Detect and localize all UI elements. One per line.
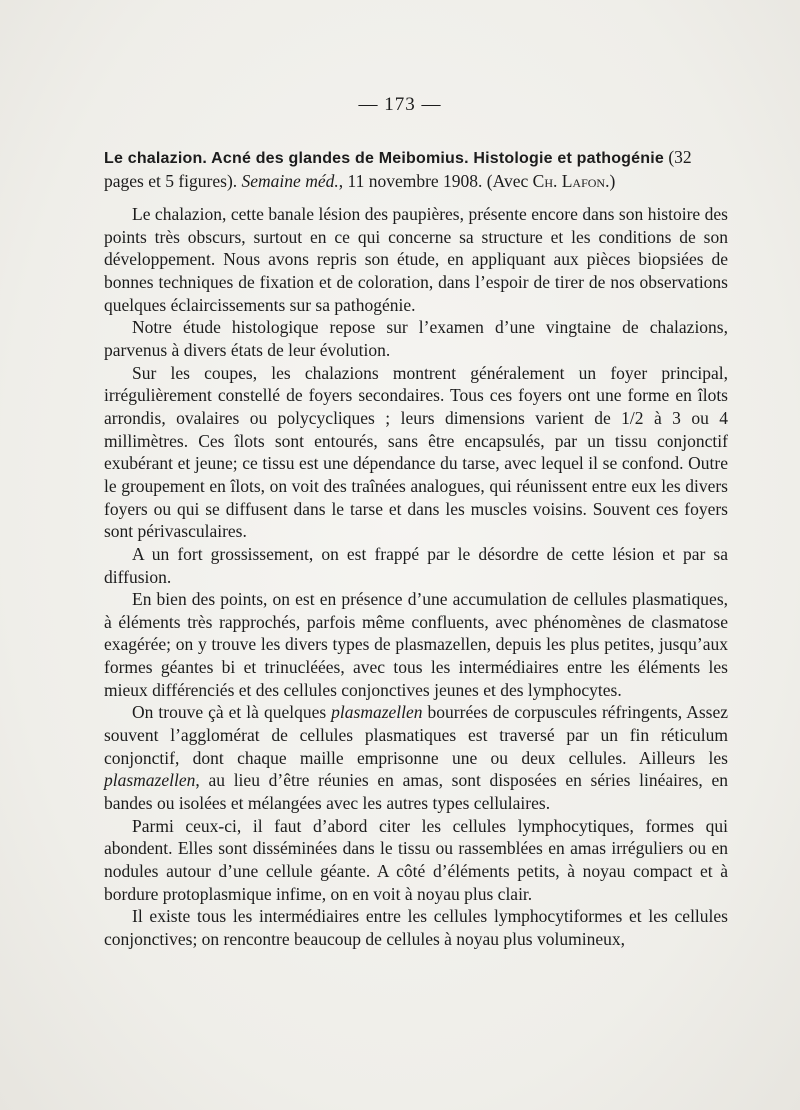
paragraph-text: , au lieu d’être réunies en amas, sont disposées en séries linéaires, en bandes ou isolées et mélangées avec les autres types cellulaires. bbox=[104, 770, 728, 814]
paragraph: Le chalazion, cette banale lésion des paupières, présente encore dans son histoire des points très obscurs, surtout en ce qui concerne sa structure et les conditions de son développement. Nous avons repris son étude, en appliquant aux pièces biopsiées de bonnes techniques de fixation et de coloration, dans l’espoir de tirer de nos observations quelques éclaircissements sur sa pathogénie. bbox=[104, 204, 728, 315]
heading-closing: .) bbox=[605, 171, 616, 191]
paragraph-text: bourrées de corpuscules réfringents, Assez souvent l’agglomérat de cellules plasmatiques est traversé par un fin réticulum conjonctif, dont chaque maille emprisonne une ou deux cellules. Ailleurs les bbox=[104, 702, 728, 768]
article-body bbox=[104, 203, 728, 951]
paragraph: A un fort grossissement, on est frappé par le désordre de cette lésion et par sa diffusion. bbox=[104, 543, 728, 587]
paragraph: Sur les coupes, les chalazions montrent généralement un foyer principal, irrégulièrement constellé de foyers secondaires. Tous ces foyers ont une forme en îlots arrondis, ovalaires ou polycycliques ; leurs dimensions varient de 1/2 à 3 ou 4 millimètres. Ces îlots sont entourés, sans être encapsulés, par un tissu conjonctif exubérant et jeune; ce tissu est une dépendance du tarse, avec lequel il se confond. Outre le groupement en îlots, on voit des traînées analogues, qui réunissent entre eux les divers foyers ou qui se diffusent dans le tarse et dans les muscles voisins. Souvent ces foyers sont périvasculaires. bbox=[104, 362, 728, 542]
publication-details: (32 pages et 5 figures). bbox=[104, 147, 692, 191]
paragraph: Parmi ceux-ci, il faut d’abord citer les cellules lymphocytiques, formes qui abondent. Elles sont disséminées dans le tissu ou rassemblées en amas irréguliers ou en nodules autour d’une cellule géante. A côté d’éléments petits, à noyau compact et à bordure protoplasmique infime, on en voit à noyau plus clair. bbox=[104, 815, 728, 904]
journal-name: Semaine méd. bbox=[241, 171, 339, 191]
italic-term: plasmazellen bbox=[331, 702, 423, 723]
paragraph bbox=[104, 701, 728, 814]
paragraph-text: On trouve çà et là quelques bbox=[132, 702, 332, 723]
italic-term: plasmazellen bbox=[104, 770, 196, 791]
publication-date: , 11 novembre 1908. (Avec bbox=[338, 171, 533, 191]
publication-title: Le chalazion. Acné des glandes de Meibomius. Histologie et pathogénie bbox=[104, 150, 664, 167]
paragraph: Il existe tous les intermédiaires entre les cellules lymphocytiformes et les cellules conjonctives; on rencontre beaucoup de cellules à noyau plus volumineux, bbox=[104, 906, 728, 949]
coauthor-name: Ch. Lafon bbox=[532, 171, 606, 191]
page-number: — 173 — bbox=[358, 94, 442, 115]
paragraph: Notre étude histologique repose sur l’examen d’une vingtaine de chalazions, parvenus à divers états de leur évolution. bbox=[104, 317, 728, 360]
paragraph: En bien des points, on est en présence d’une accumulation de cellules plasmatiques, à éléments très rapprochés, parfois même confluents, avec phénomènes de clasmatose exagérée; on y trouve les divers types de plasmazellen, depuis les plus petites, jusqu’aux formes géantes bi et trinucléées, avec tous les intermédiaires entre les éléments les mieux différenciés et des cellules conjonctives jeunes et des lymphocytes. bbox=[104, 589, 728, 700]
publication-heading bbox=[104, 146, 728, 192]
